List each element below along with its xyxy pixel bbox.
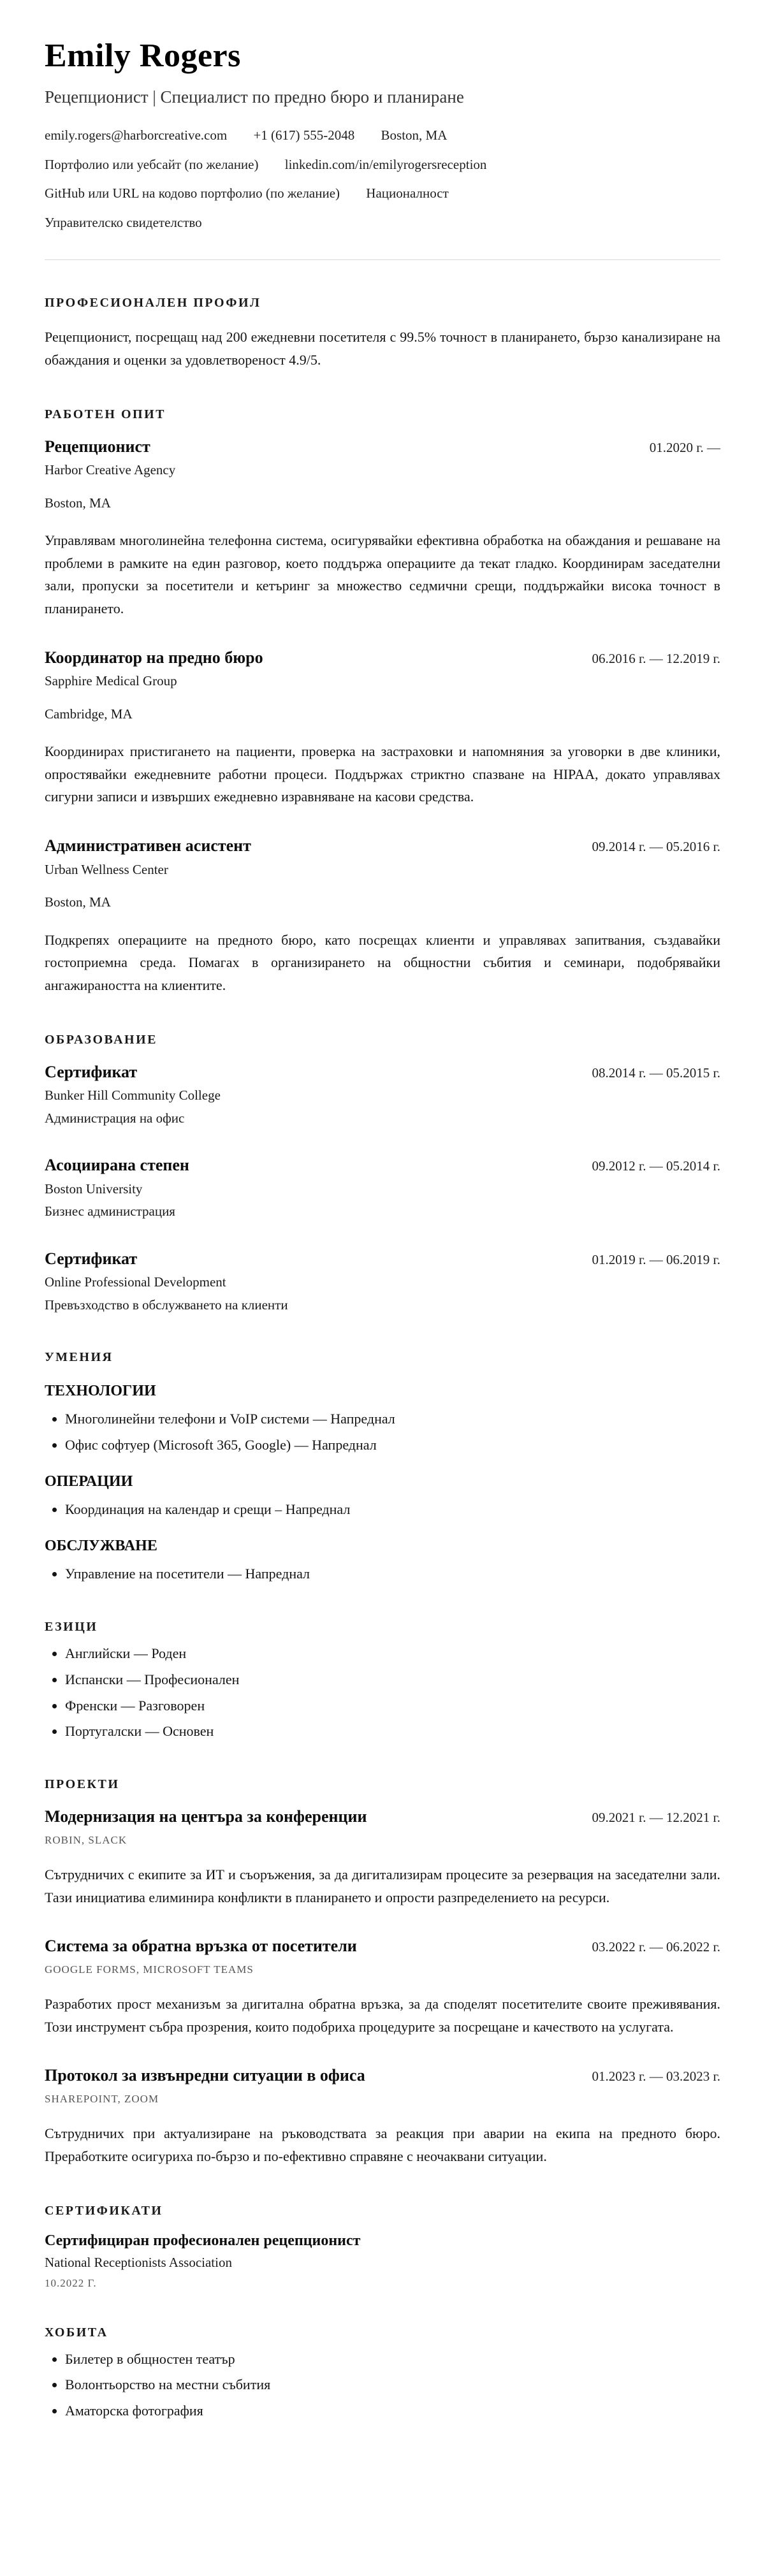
project-dates: 03.2022 г. — 06.2022 г. [592, 1939, 720, 1955]
education-school: Boston University [45, 1181, 143, 1197]
phone-text: +1 (617) 555-2048 [253, 127, 355, 143]
hobby-item: • Аматорска фотография [65, 2401, 720, 2421]
project-entry-head [45, 1806, 720, 1828]
education-dates: 08.2014 г. — 05.2015 г. [592, 1065, 720, 1081]
education-entry [45, 1248, 720, 1315]
job-location: Cambridge, MA [45, 706, 133, 722]
language-item: • Френски — Разговорен [65, 1696, 720, 1716]
job-dates: 06.2016 г. — 12.2019 г. [592, 650, 720, 666]
contact-line-4 [45, 212, 720, 233]
section-title-projects: ПРОЕКТИ [45, 1777, 120, 1792]
education-degree: Сертификат [45, 1249, 138, 1268]
project-entry [45, 1935, 720, 2038]
job-description: Управлявам многолинейна телефонна система, осигурявайки ефективна обработка на обаждания и решаване на проблеми в рамките на един разговор, което поддържа операциите да текат гладко. Координирам заседателни зали, пропуски за посетители и кетъринг за множество седмични срещи, поддържайки висока точност в планирането. [45, 532, 720, 616]
education-field: Бизнес администрация [45, 1204, 175, 1219]
education-entry-head [45, 1154, 720, 1176]
section-certifications [45, 2204, 720, 2290]
skill-list [45, 1499, 720, 1520]
skill-group-title: ТЕХНОЛОГИИ [45, 1383, 156, 1400]
portfolio-placeholder-text: Портфолио или уебсайт (по желание) [45, 156, 259, 172]
job-company: Sapphire Medical Group [45, 673, 177, 689]
section-hobbies [45, 2325, 720, 2422]
skill-group-title: ОПЕРАЦИИ [45, 1473, 133, 1490]
section-experience [45, 407, 720, 997]
skill-item: • Координация на календар и срещи – Напреднал [65, 1499, 720, 1520]
section-title-hobbies: ХОБИТА [45, 2325, 108, 2340]
project-entry-head [45, 1935, 720, 1957]
education-degree: Сертификат [45, 1062, 138, 1081]
hobby-list [45, 2349, 720, 2422]
education-entry-head [45, 1061, 720, 1083]
contact-line-3 [45, 183, 720, 204]
hobby-item: • Билетер в общностен театър [65, 2349, 720, 2369]
section-title-skills: УМЕНИЯ [45, 1350, 113, 1365]
education-dates: 01.2019 г. — 06.2019 г. [592, 1251, 720, 1267]
project-name: Система за обратна връзка от посетители [45, 1937, 357, 1956]
contact-line-1 [45, 125, 720, 146]
section-languages [45, 1620, 720, 1742]
education-degree: Асоциирана степен [45, 1156, 189, 1175]
project-tools: GOOGLE FORMS, MICROSOFT TEAMS [45, 1963, 254, 1976]
skill-item: • Управление на посетители — Напреднал [65, 1564, 720, 1584]
project-name: Протокол за извънредни ситуации в офиса [45, 2066, 365, 2085]
skill-item: • Многолинейни телефони и VoIP системи — Напреднал [65, 1409, 720, 1429]
project-description: Разработих прост механизъм за дигитална обратна връзка, за да споделят посетителите своите преживявания. Този инструмент събра прозрения, които подобриха процедурите за посрещане и качеството на услугата. [45, 1996, 720, 2035]
section-projects [45, 1777, 720, 2167]
skill-list [45, 1409, 720, 1455]
section-skills [45, 1350, 720, 1584]
section-title-certifications: СЕРТИФИКАТИ [45, 2203, 163, 2218]
job-entry [45, 835, 720, 996]
resume-header [45, 37, 720, 233]
hobby-item: • Волонтьорство на местни събития [65, 2375, 720, 2395]
certification-name: Сертифициран професионален рецепционист [45, 2232, 361, 2249]
contact-line-2 [45, 154, 720, 175]
job-entry-head [45, 835, 720, 857]
education-field: Администрация на офис [45, 1110, 185, 1126]
job-entry-head [45, 647, 720, 669]
project-entry-head [45, 2065, 720, 2086]
language-list [45, 1643, 720, 1742]
job-location: Boston, MA [45, 894, 111, 910]
section-profile [45, 296, 720, 371]
project-tools: ROBIN, SLACK [45, 1834, 127, 1847]
language-item: • Английски — Роден [65, 1643, 720, 1664]
skill-list [45, 1564, 720, 1584]
education-entry [45, 1154, 720, 1221]
linkedin-text: linkedin.com/in/emilyrogersreception [284, 156, 487, 172]
job-role: Административен асистент [45, 836, 251, 855]
language-item: • Испански — Професионален [65, 1670, 720, 1690]
education-school: Bunker Hill Community College [45, 1088, 221, 1103]
skill-group-title: ОБСЛУЖВАНЕ [45, 1537, 157, 1554]
section-title-experience: РАБОТЕН ОПИТ [45, 407, 166, 421]
person-name: Emily Rogers [45, 38, 241, 74]
skill-item: • Офис софтуер (Microsoft 365, Google) — Напреднал [65, 1435, 720, 1455]
language-item: • Португалски — Основен [65, 1721, 720, 1742]
job-company: Harbor Creative Agency [45, 462, 176, 478]
job-role: Координатор на предно бюро [45, 648, 263, 667]
job-company: Urban Wellness Center [45, 861, 168, 877]
email-text: emily.rogers@harborcreative.com [45, 127, 228, 143]
section-education [45, 1033, 720, 1315]
project-description: Сътрудничих при актуализиране на ръководствата за реакция при аварии на екипа на предното бюро. Преработките осигуриха по-бързо и по-ефективно справяне с неочаквани ситуации. [45, 2125, 720, 2164]
driving-license-text: Управителско свидетелство [45, 214, 202, 230]
education-dates: 09.2012 г. — 05.2014 г. [592, 1158, 720, 1174]
project-dates: 09.2021 г. — 12.2021 г. [592, 1810, 720, 1826]
section-title-education: ОБРАЗОВАНИЕ [45, 1032, 157, 1047]
certification-org: National Receptionists Association [45, 2254, 232, 2270]
github-placeholder-text: GitHub или URL на кодово портфолио (по желание) [45, 186, 340, 201]
project-entry [45, 1806, 720, 1909]
headline: Рецепционист | Специалист по предно бюро и планиране [45, 87, 464, 106]
job-description: Подкрепях операциите на предното бюро, като посрещах клиенти и управлявах запитвания, създавайки гостоприемна среда. Помагах в организирането на общностни събития и семинари, подобрявайки ангажираността на клиентите. [45, 931, 720, 993]
job-entry [45, 647, 720, 808]
project-description: Сътрудничих с екипите за ИТ и съоръжения, за да дигитализирам процесите за резервация на заседателни зали. Тази инициатива елиминира конфликти в планирането и опрости разпределението на ресурси. [45, 1867, 720, 1905]
job-entry [45, 436, 720, 620]
job-dates: 01.2020 г. — [649, 439, 720, 455]
education-entry-head [45, 1248, 720, 1270]
job-role: Рецепционист [45, 437, 150, 456]
section-title-profile: ПРОФЕСИОНАЛЕН ПРОФИЛ [45, 296, 261, 310]
education-entry [45, 1061, 720, 1128]
education-field: Превъзходство в обслужването на клиенти [45, 1297, 288, 1313]
certification-entry [45, 2232, 720, 2290]
contact-info [45, 125, 720, 233]
job-entry-head [45, 436, 720, 458]
project-entry [45, 2065, 720, 2167]
nationality-text: Националност [366, 186, 449, 201]
project-tools: SHAREPOINT, ZOOM [45, 2093, 159, 2106]
project-name: Модернизация на центъра за конференции [45, 1807, 367, 1826]
education-school: Online Professional Development [45, 1274, 226, 1290]
header-divider [45, 259, 720, 260]
job-location: Boston, MA [45, 495, 111, 511]
job-description: Координирах пристигането на пациенти, проверка на застраховки и напомняния за уговорки в две клиники, опростявайки ежедневните работни процеси. Поддържах стриктно спазване на HIPAA, докато управлявах сигурни записи и извърших ежедневно изравняване на касови средства. [45, 743, 720, 805]
project-dates: 01.2023 г. — 03.2023 г. [592, 2069, 720, 2085]
section-title-languages: ЕЗИЦИ [45, 1619, 98, 1634]
job-dates: 09.2014 г. — 05.2016 г. [592, 839, 720, 855]
certification-date: 10.2022 Г. [45, 2276, 97, 2289]
location-text: Boston, MA [381, 127, 448, 143]
profile-text: Рецепционист, посрещащ над 200 ежедневни посетителя с 99.5% точност в планирането, бързо канализиране на обаждания и оценки за удовлетвореност 4.9/5. [45, 329, 720, 368]
